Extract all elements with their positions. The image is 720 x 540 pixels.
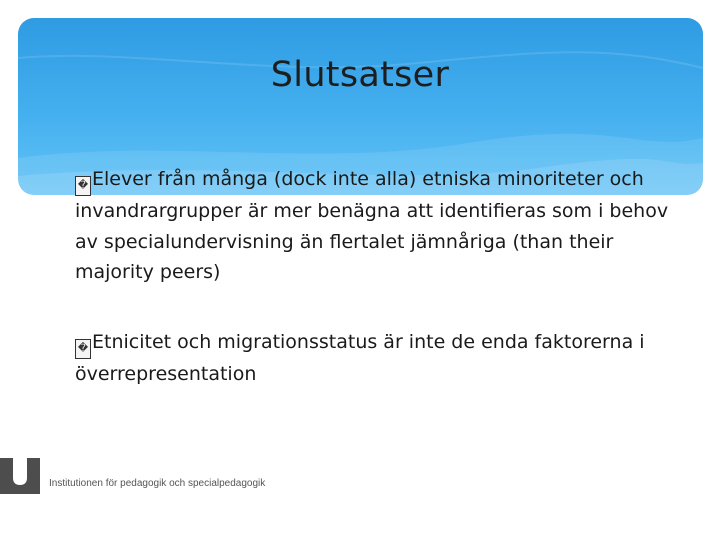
bullet-text: Etnicitet och migrationsstatus är inte de enda faktorerna i överrepresentation — [75, 331, 645, 385]
bullet-marker-icon: � — [75, 176, 91, 196]
bullet-item-2 — [75, 327, 675, 390]
footer-institution-text: Institutionen för pedagogik och specialpedagogik — [49, 478, 266, 489]
bullet-marker-icon: � — [75, 339, 91, 359]
university-u-logo-icon — [0, 458, 40, 494]
bullet-item-1 — [75, 164, 675, 288]
bullet-text: Elever från många (dock inte alla) etniska minoriteter och invandrargrupper är mer benägna att identifieras som i behov av specialundervisning än flertalet jämnåriga (than their majority peers) — [75, 168, 669, 283]
slide-title: Slutsatser — [270, 55, 450, 95]
